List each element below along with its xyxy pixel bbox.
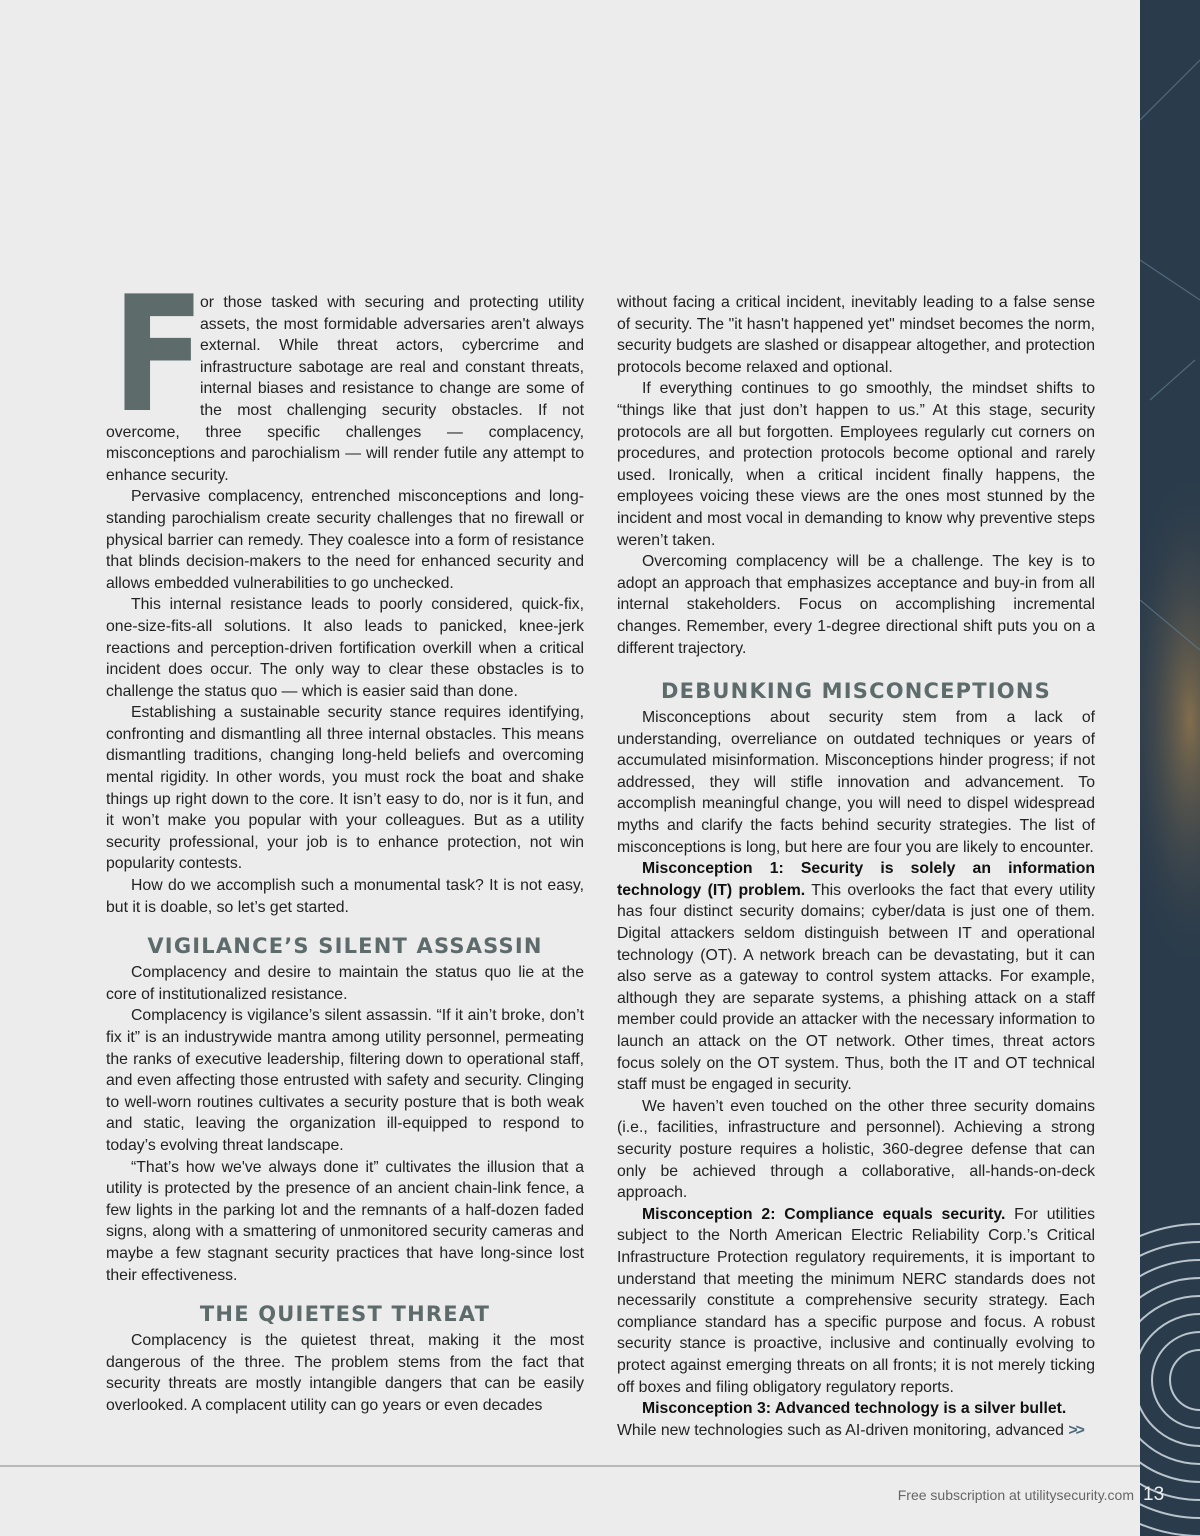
section-heading: THE QUIETEST THREAT xyxy=(199,1302,491,1327)
article-column-left xyxy=(106,261,584,1417)
misconception-title: Misconception 1: Security is solely an information technology (IT) problem. xyxy=(617,860,1095,899)
section-heading: DEBUNKING MISCONCEPTIONS xyxy=(661,679,1051,704)
misconception-title: Misconception 2: Compliance equals security. xyxy=(642,1205,1006,1223)
body-paragraph: Complacency is the quietest threat, making it the most dangerous of the three. The problem stems from the fact that security threats are mostly intangible dangers that can be easily overlooked. A complacent utility can go years or even decades xyxy=(106,1332,584,1414)
article-column-right xyxy=(617,292,1095,1441)
section-heading: VIGILANCE’S SILENT ASSASSIN xyxy=(147,934,543,959)
body-paragraph: Pervasive complacency, entrenched misconceptions and long-standing parochialism create security challenges that no firewall or physical barrier can remedy. They coalesce into a form of resistance that blinds decision-makers to the need for enhanced security and allows embedded vulnerabilities to go unchecked. xyxy=(106,488,584,592)
body-paragraph: without facing a critical incident, inevitably leading to a false sense of security. The "it hasn't happened yet" mindset becomes the norm, security budgets are slashed or disappear altogether, and protection protocols become relaxed and optional. xyxy=(617,294,1095,376)
body-paragraph: If everything continues to go smoothly, the mindset shifts to “things like that just don’t happen to us.” At this stage, security protocols are all but forgotten. Employees regularly cut corners on procedures, and protection protocols become optional and rarely used. Ironically, when a critical incident finally happens, the employees voicing these views are the ones most stunned by the incident and most vocal in demanding to know why preventive steps weren’t taken. xyxy=(617,380,1095,549)
drop-cap: F xyxy=(112,261,205,448)
page-number: 13 xyxy=(1143,1484,1165,1505)
misconception-title: Misconception 3: Advanced technology is a silver bullet. xyxy=(642,1400,1067,1418)
continue-arrow-icon[interactable]: >> xyxy=(1068,1421,1083,1439)
body-paragraph: “That’s how we've always done it” cultivates the illusion that a utility is protected by the presence of an ancient chain-link fence, a few lights in the parking lot and the remnants of a half-dozen faded signs, along with a smattering of unmonitored security cameras and maybe a few stagnant security practices that have long-since lost their effectiveness. xyxy=(106,1158,584,1284)
intro-paragraph: F or those tasked with securing and protecting utility assets, the most formidable adversaries aren't always external. While threat actors, cybercrime and infrastructure sabotage are real and constant threats, internal biases and resistance to change are some of the most challenging security obstacles. If not overcome, three specific challenges — complacency, misconceptions and parochialism — will render futile any attempt to enhance security. xyxy=(106,261,584,484)
body-paragraph: Overcoming complacency will be a challenge. The key is to adopt an approach that emphasizes acceptance and buy-in from all internal stakeholders. Focus on accomplishing incremental changes. Remember, every 1-degree directional shift puts you on a different trajectory. xyxy=(617,553,1095,657)
body-paragraph: This internal resistance leads to poorly considered, quick-fix, one-size-fits-all solutions. It also leads to panicked, knee-jerk reactions and perception-driven fortification overkill when a critical incident does occur. The only way to clear these obstacles is to challenge the status quo — which is easier said than done. xyxy=(106,596,584,700)
footer-subscription-link[interactable]: Free subscription at utilitysecurity.com xyxy=(897,1487,1134,1503)
body-paragraph: Misconceptions about security stem from a lack of understanding, overreliance on outdated techniques or years of accumulated misinformation. Misconceptions hinder progress; if not addressed, they will stifle innovation and advancement. To accomplish meaningful change, you will need to dispel widespread myths and clarify the facts behind security strategies. The list of misconceptions is long, but here are four you are likely to encounter. xyxy=(617,709,1095,856)
body-paragraph: Complacency and desire to maintain the status quo lie at the core of institutionalized resistance. xyxy=(106,964,584,1003)
body-paragraph: How do we accomplish such a monumental task? It is not easy, but it is doable, so let’s get started. xyxy=(106,877,584,916)
body-paragraph: Establishing a sustainable security stance requires identifying, confronting and dismantling all three internal obstacles. This means dismantling traditions, changing long-held beliefs and overcoming mental rigidity. In other words, you must rock the boat and shake things up right down to the core. It isn’t easy to do, nor is it fun, and it won’t make you popular with your colleagues. But as a utility security professional, your job is to enhance protection, not win popularity contests. xyxy=(106,704,584,873)
misconception-paragraph: Misconception 3: Advanced technology is a silver bullet. While new technologies such as AI-driven monitoring, advanced >> xyxy=(617,1400,1083,1439)
body-paragraph: Complacency is vigilance’s silent assassin. “If it ain’t broke, don’t fix it” is an industrywide mantra among utility personnel, permeating the ranks of executive leadership, filtering down to operational staff, and even affecting those entrusted with safety and security. Clinging to well-worn routines cultivates a security posture that is both weak and static, leaving the organization ill-equipped to respond to today’s evolving threat landscape. xyxy=(106,1007,584,1154)
misconception-paragraph: Misconception 2: Compliance equals security. For utilities subject to the North American Electric Reliability Corp.’s Critical Infrastructure Protection regulatory requirements, it is important to understand that meeting the minimum NERC standards does not necessarily constitute a comprehensive security strategy. Each compliance standard has a specific purpose and focus. A robust security stance is proactive, inclusive and continually evolving to protect against emerging threats on all fronts; it is not merely ticking off boxes and filing obligatory regulatory reports. xyxy=(617,1205,1095,1396)
misconception-paragraph: Misconception 1: Security is solely an information technology (IT) problem. This overlooks the fact that every utility has four distinct security domains; cyber/data is just one of them. Digital attackers seldom distinguish between IT and operational technology (OT). A network breach can be devastating, but it can also serve as a gateway to control system attacks. For example, although they are separate systems, a phishing attack on a staff member could provide an attacker with the necessary information to launch an attack on the OT network. Other times, threat actors focus solely on the OT system. Thus, both the IT and OT technical staff must be engaged in security. xyxy=(617,860,1095,1094)
body-paragraph: We haven’t even touched on the other three security domains (i.e., facilities, infrastructure and personnel). Achieving a strong security posture requires a holistic, 360-degree defense that can only be achieved through a collaborative, all-hands-on-deck approach. xyxy=(617,1097,1095,1202)
